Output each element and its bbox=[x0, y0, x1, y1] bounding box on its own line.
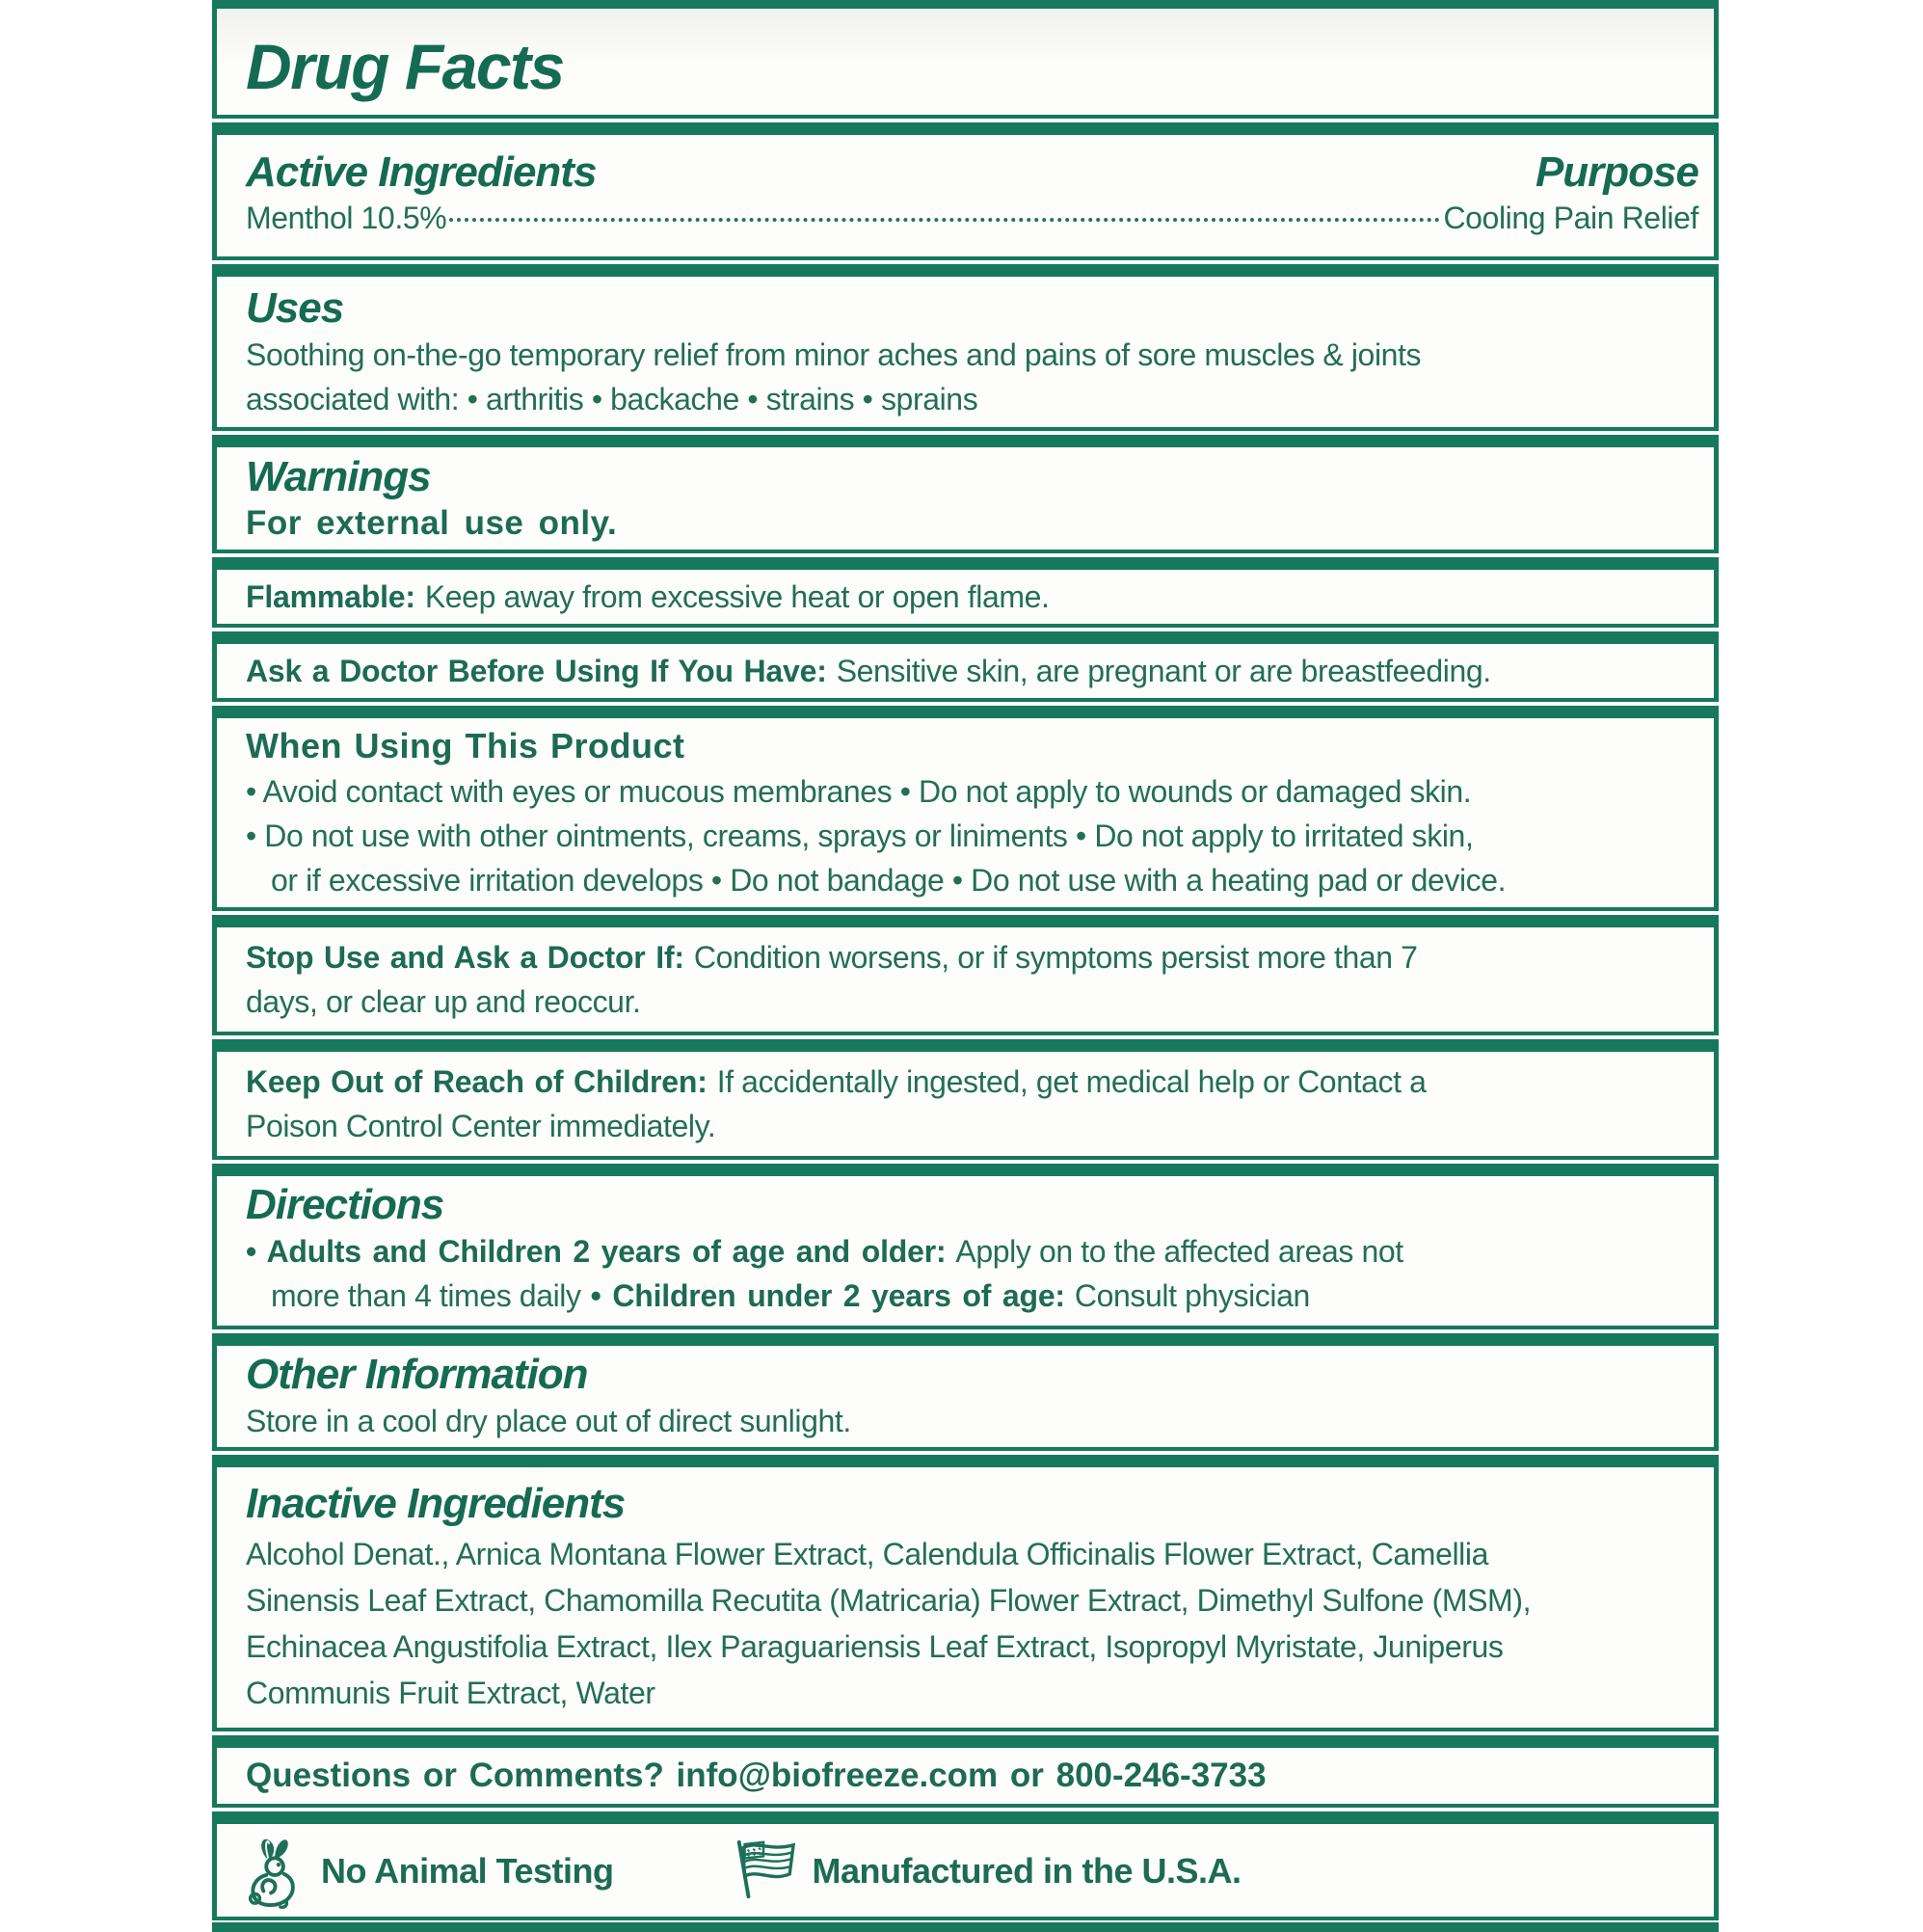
flammable-text: Keep away from excessive heat or open flame. bbox=[424, 579, 1050, 614]
section-flammable bbox=[212, 570, 1719, 628]
rabbit-icon bbox=[246, 1833, 307, 1910]
directions-adults-label: • Adults and Children 2 years of age and older: bbox=[246, 1234, 947, 1269]
purpose-heading: Purpose bbox=[1535, 148, 1698, 196]
when-using-bullet: • Do not use with other ointments, creams, sprays or liniments • Do not apply to irritated skin, bbox=[246, 818, 1474, 853]
section-divider bbox=[212, 915, 1719, 927]
section-divider bbox=[212, 631, 1719, 644]
directions-adults-text: Apply on to the affected areas not bbox=[955, 1234, 1403, 1269]
section-stop-use bbox=[212, 927, 1719, 1035]
made-in-usa-label: Manufactured in the U.S.A. bbox=[812, 1851, 1242, 1891]
top-rule bbox=[212, 0, 1719, 9]
no-animal-testing-label: No Animal Testing bbox=[321, 1851, 614, 1891]
inactive-ingredients-line: Communis Fruit Extract, Water bbox=[246, 1676, 655, 1710]
other-information-text: Store in a cool dry place out of direct sunlight. bbox=[246, 1404, 851, 1438]
directions-children-text: Consult physician bbox=[1074, 1278, 1310, 1313]
external-use-warning: For external use only. bbox=[246, 504, 618, 542]
ask-doctor-label: Ask a Doctor Before Using If You Have: bbox=[246, 654, 827, 688]
section-divider bbox=[212, 1039, 1719, 1052]
when-using-bullet: • Avoid contact with eyes or mucous membranes • Do not apply to wounds or damaged skin. bbox=[246, 774, 1472, 809]
uses-heading: Uses bbox=[246, 284, 344, 332]
section-divider bbox=[212, 1811, 1719, 1824]
inactive-ingredients-line: Alcohol Denat., Arnica Montana Flower Extract, Calendula Officinalis Flower Extract, Camellia bbox=[246, 1537, 1488, 1571]
keep-out-text: If accidentally ingested, get medical help or Contact a bbox=[716, 1064, 1427, 1099]
section-divider bbox=[212, 122, 1719, 135]
inactive-ingredients-heading: Inactive Ingredients bbox=[246, 1480, 626, 1527]
section-title bbox=[212, 9, 1719, 119]
no-animal-testing-badge bbox=[246, 1833, 614, 1910]
questions-comments-text: Questions or Comments? info@biofreeze.com or 800-246-3733 bbox=[246, 1757, 1267, 1794]
other-information-heading: Other Information bbox=[246, 1351, 588, 1398]
section-inactive-ingredients bbox=[212, 1467, 1719, 1731]
inactive-ingredients-line: Sinensis Leaf Extract, Chamomilla Recutita (Matricaria) Flower Extract, Dimethyl Sulfone (MSM), bbox=[246, 1583, 1532, 1618]
keep-out-label: Keep Out of Reach of Children: bbox=[246, 1064, 708, 1099]
section-warnings bbox=[212, 447, 1719, 553]
stop-use-line: days, or clear up and reoccur. bbox=[246, 984, 641, 1019]
made-in-usa-badge bbox=[728, 1838, 1242, 1904]
flammable-label: Flammable: bbox=[246, 579, 415, 614]
stop-use-label: Stop Use and Ask a Doctor If: bbox=[246, 940, 684, 975]
stop-use-text: Condition worsens, or if symptoms persist more than 7 bbox=[693, 940, 1418, 975]
active-ingredients-heading: Active Ingredients bbox=[246, 148, 597, 196]
section-divider bbox=[212, 557, 1719, 570]
section-questions bbox=[212, 1748, 1719, 1808]
drug-facts-panel bbox=[212, 0, 1719, 1923]
dot-leader bbox=[449, 218, 1440, 222]
warnings-heading: Warnings bbox=[246, 453, 431, 500]
section-directions bbox=[212, 1176, 1719, 1329]
section-keep-out bbox=[212, 1052, 1719, 1160]
drug-facts-title: Drug Facts bbox=[246, 31, 564, 102]
section-footer bbox=[212, 1824, 1719, 1920]
section-divider bbox=[212, 1455, 1719, 1467]
keep-out-line bbox=[246, 1060, 1698, 1104]
directions-children-label: • Children under 2 years of age: bbox=[590, 1278, 1065, 1313]
ask-doctor-text: Sensitive skin, are pregnant or are breastfeeding. bbox=[836, 654, 1491, 688]
section-divider bbox=[212, 706, 1719, 718]
inactive-ingredients-line: Echinacea Angustifolia Extract, Ilex Paraguariensis Leaf Extract, Isopropyl Myristate, Juniperus bbox=[246, 1629, 1504, 1664]
when-using-bullet-continuation: or if excessive irritation develops • Do not bandage • Do not use with a heating pad or device. bbox=[271, 863, 1507, 898]
keep-out-line: Poison Control Center immediately. bbox=[246, 1109, 716, 1143]
directions-heading: Directions bbox=[246, 1181, 444, 1228]
flammable-line bbox=[246, 575, 1698, 619]
section-divider bbox=[212, 264, 1719, 277]
directions-bullet bbox=[246, 1229, 1698, 1274]
section-other-information bbox=[212, 1346, 1719, 1451]
ingredient-name: Menthol 10.5% bbox=[246, 201, 447, 235]
section-ask-doctor bbox=[212, 644, 1719, 702]
us-flag-icon bbox=[728, 1838, 799, 1904]
section-divider bbox=[212, 435, 1719, 447]
section-divider bbox=[212, 1333, 1719, 1346]
uses-text-line: associated with: • arthritis • backache • strains • sprains bbox=[246, 382, 978, 416]
section-divider bbox=[212, 1164, 1719, 1176]
directions-bullet-continuation bbox=[246, 1274, 1698, 1318]
when-using-heading: When Using This Product bbox=[246, 726, 685, 765]
section-when-using bbox=[212, 718, 1719, 911]
bottom-rule bbox=[212, 1922, 1719, 1932]
section-active-ingredients bbox=[212, 135, 1719, 260]
stop-use-line bbox=[246, 935, 1698, 979]
purpose-value: Cooling Pain Relief bbox=[1443, 201, 1698, 235]
section-divider bbox=[212, 1735, 1719, 1748]
section-uses bbox=[212, 277, 1719, 431]
ask-doctor-line bbox=[246, 649, 1698, 693]
uses-text-line: Soothing on-the-go temporary relief from minor aches and pains of sore muscles & joints bbox=[246, 337, 1422, 372]
directions-frequency-text: more than 4 times daily bbox=[271, 1278, 581, 1313]
